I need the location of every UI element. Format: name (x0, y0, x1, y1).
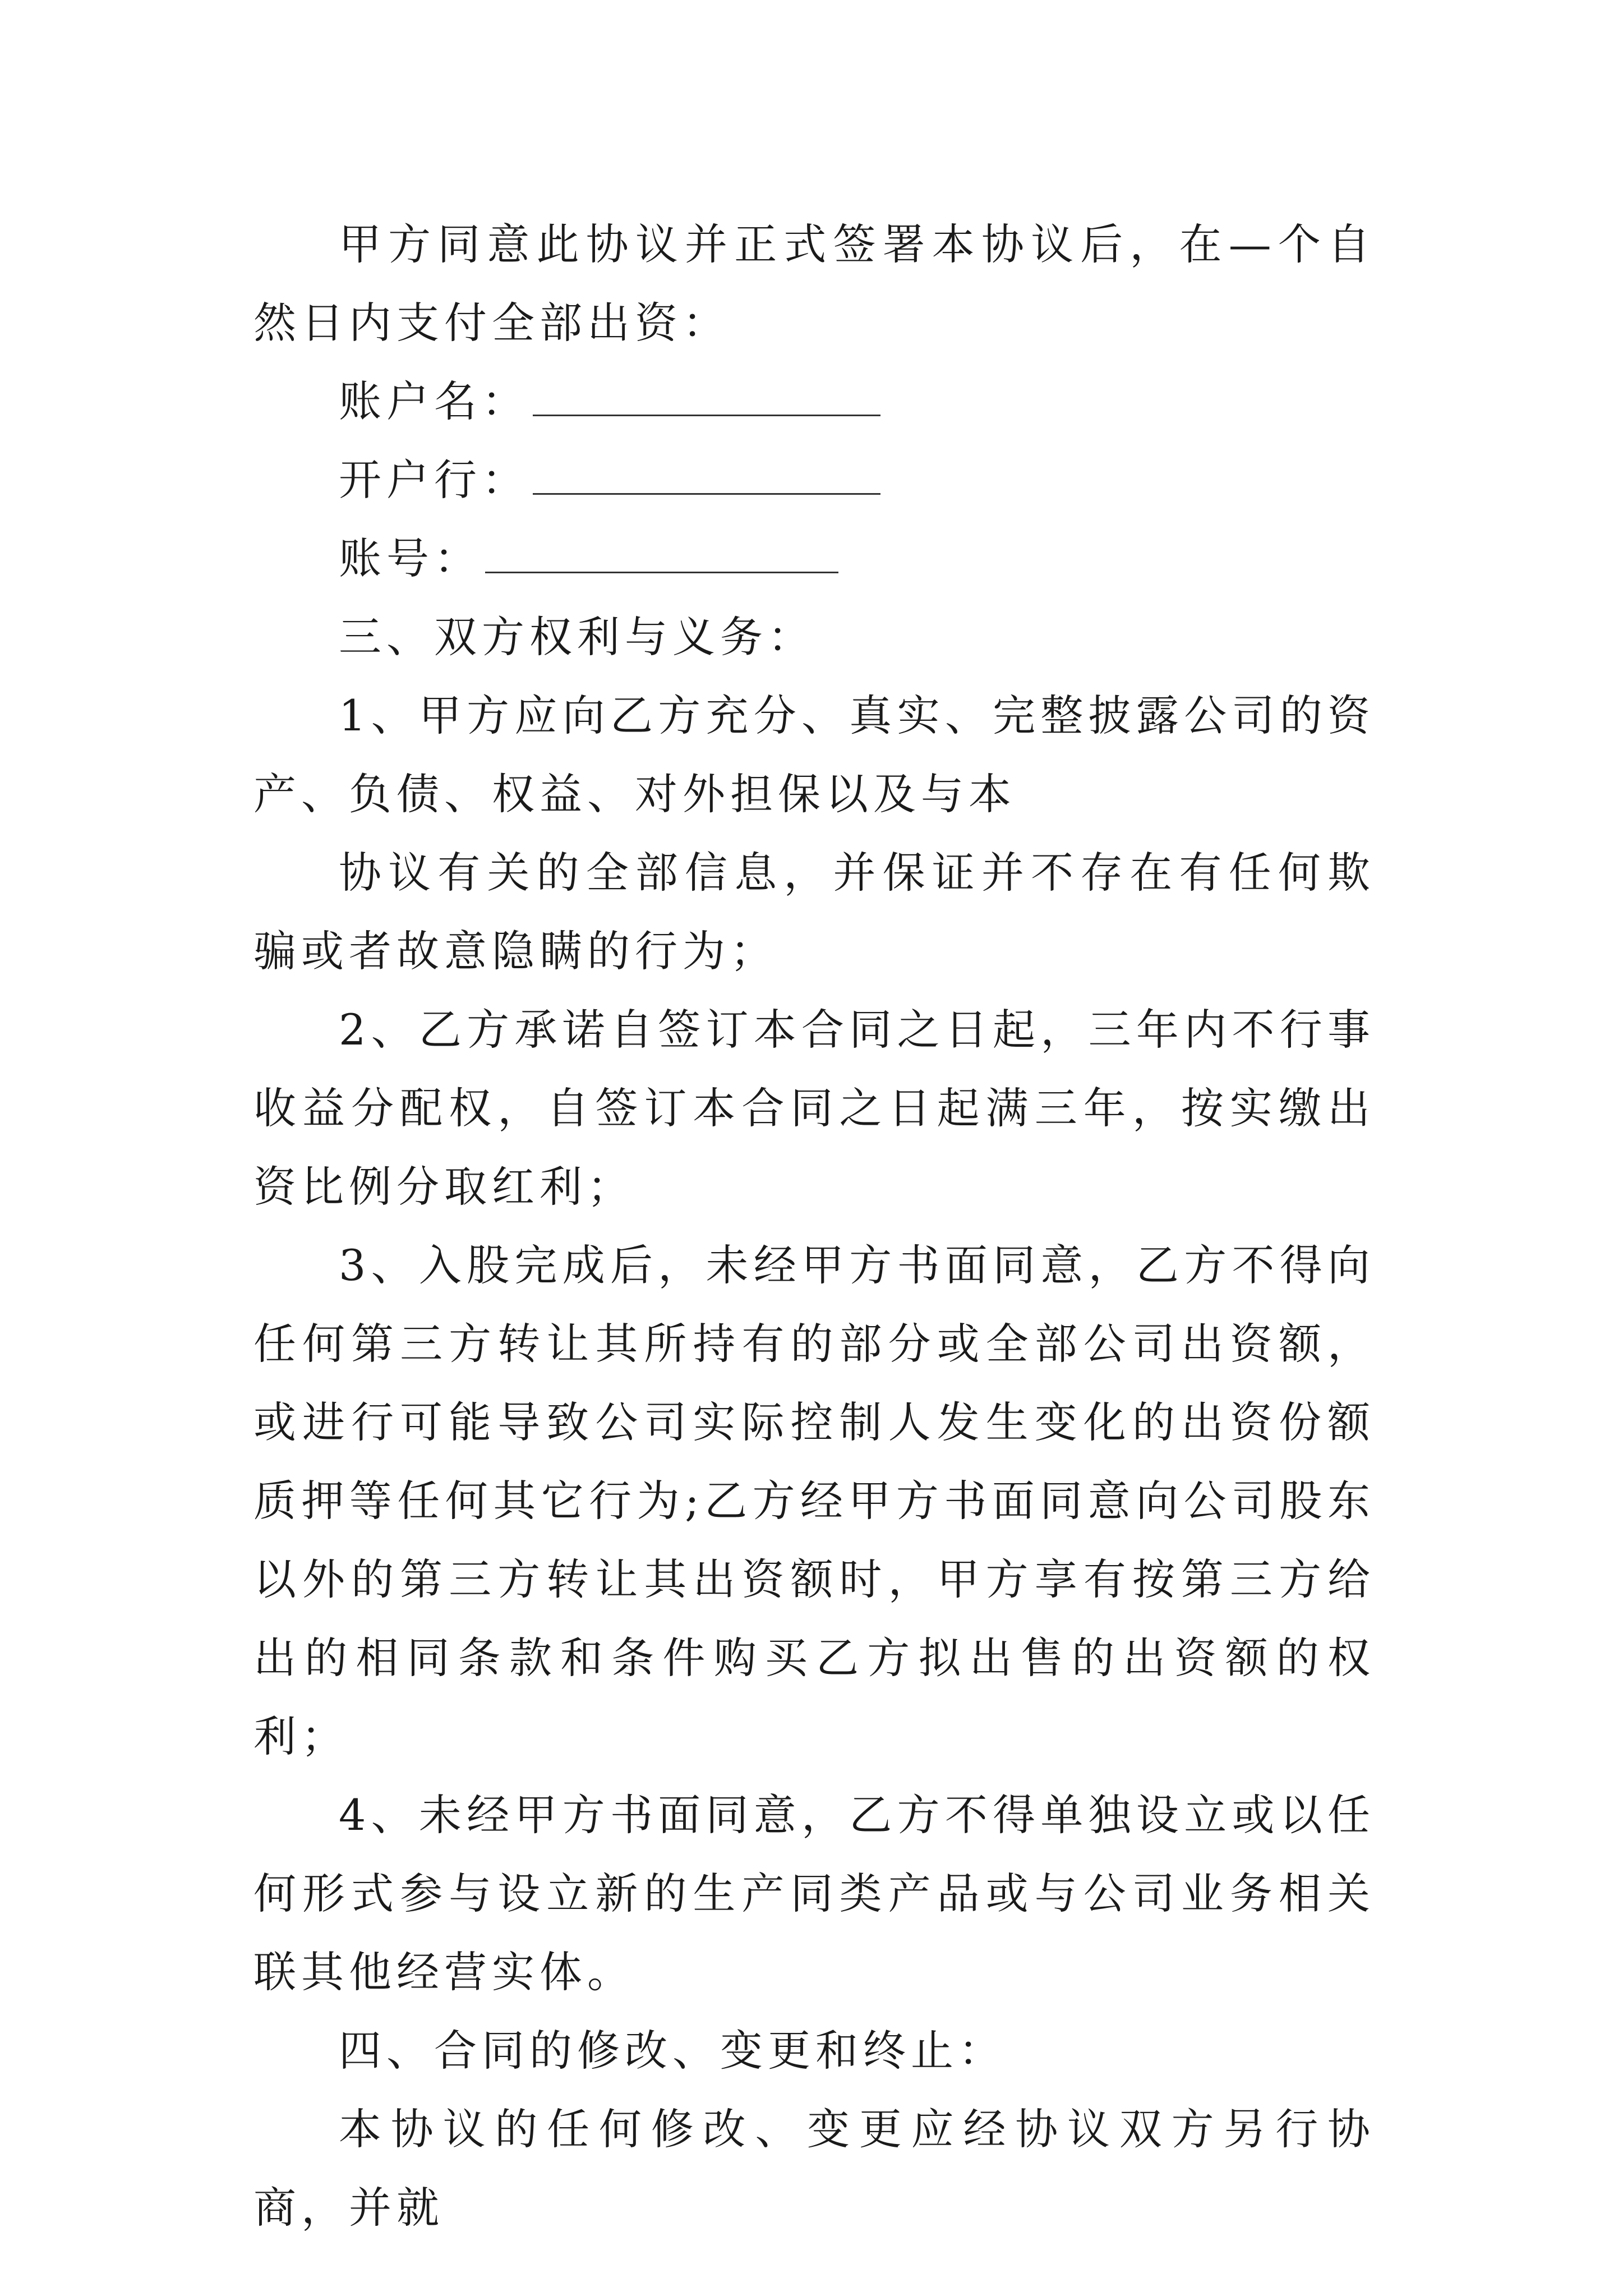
account-name-label: 账户名： (339, 376, 529, 426)
bank-field (253, 441, 1375, 519)
account-number-field (253, 519, 1375, 598)
bank-blank (533, 454, 880, 495)
clause-2: 2、乙方承诺自签订本合同之日起，三年内不行事收益分配权，自签订本合同之日起满三年，按实缴出资比例分取红利； (253, 1005, 1375, 1212)
document-body (253, 205, 1375, 2247)
clause-3: 3、入股完成后，未经甲方书面同意，乙方不得向任何第三方转让其所持有的部分或全部公司出资额，或进行可能导致公司实际控制人发生变化的出资份额质押等任何其它行为;乙方经甲方书面同意向公司股东以外的第三方转让其出资额时，甲方享有按第三方给出的相同条款和条件购买乙方拟出售的出资额的权利； (253, 1240, 1375, 1761)
account-name-field (253, 362, 1375, 441)
clause-1-part-a: 1、甲方应向乙方充分、真实、完整披露公司的资产、负债、权益、对外担保以及与本 (253, 691, 1375, 819)
clause-4: 4、未经甲方书面同意，乙方不得单独设立或以任何形式参与设立新的生产同类产品或与公司业务相关联其他经营实体。 (253, 1790, 1375, 1997)
bank-label: 开户行： (339, 455, 529, 505)
account-number-blank (485, 532, 838, 573)
section-heading-rights: 三、双方权利与义务： (339, 612, 815, 662)
modification-paragraph: 本协议的任何修改、变更应经协议双方另行协商，并就 (253, 2104, 1375, 2233)
section-heading-modification: 四、合同的修改、变更和终止： (339, 2026, 1006, 2076)
clause-1-part-b: 协议有关的全部信息，并保证并不存在有任何欺骗或者故意隐瞒的行为； (253, 848, 1375, 976)
account-number-label: 账号： (339, 533, 482, 583)
payment-paragraph: 甲方同意此协议并正式签署本协议后，在—个自然日内支付全部出资： (253, 219, 1375, 348)
account-name-blank (533, 375, 880, 416)
